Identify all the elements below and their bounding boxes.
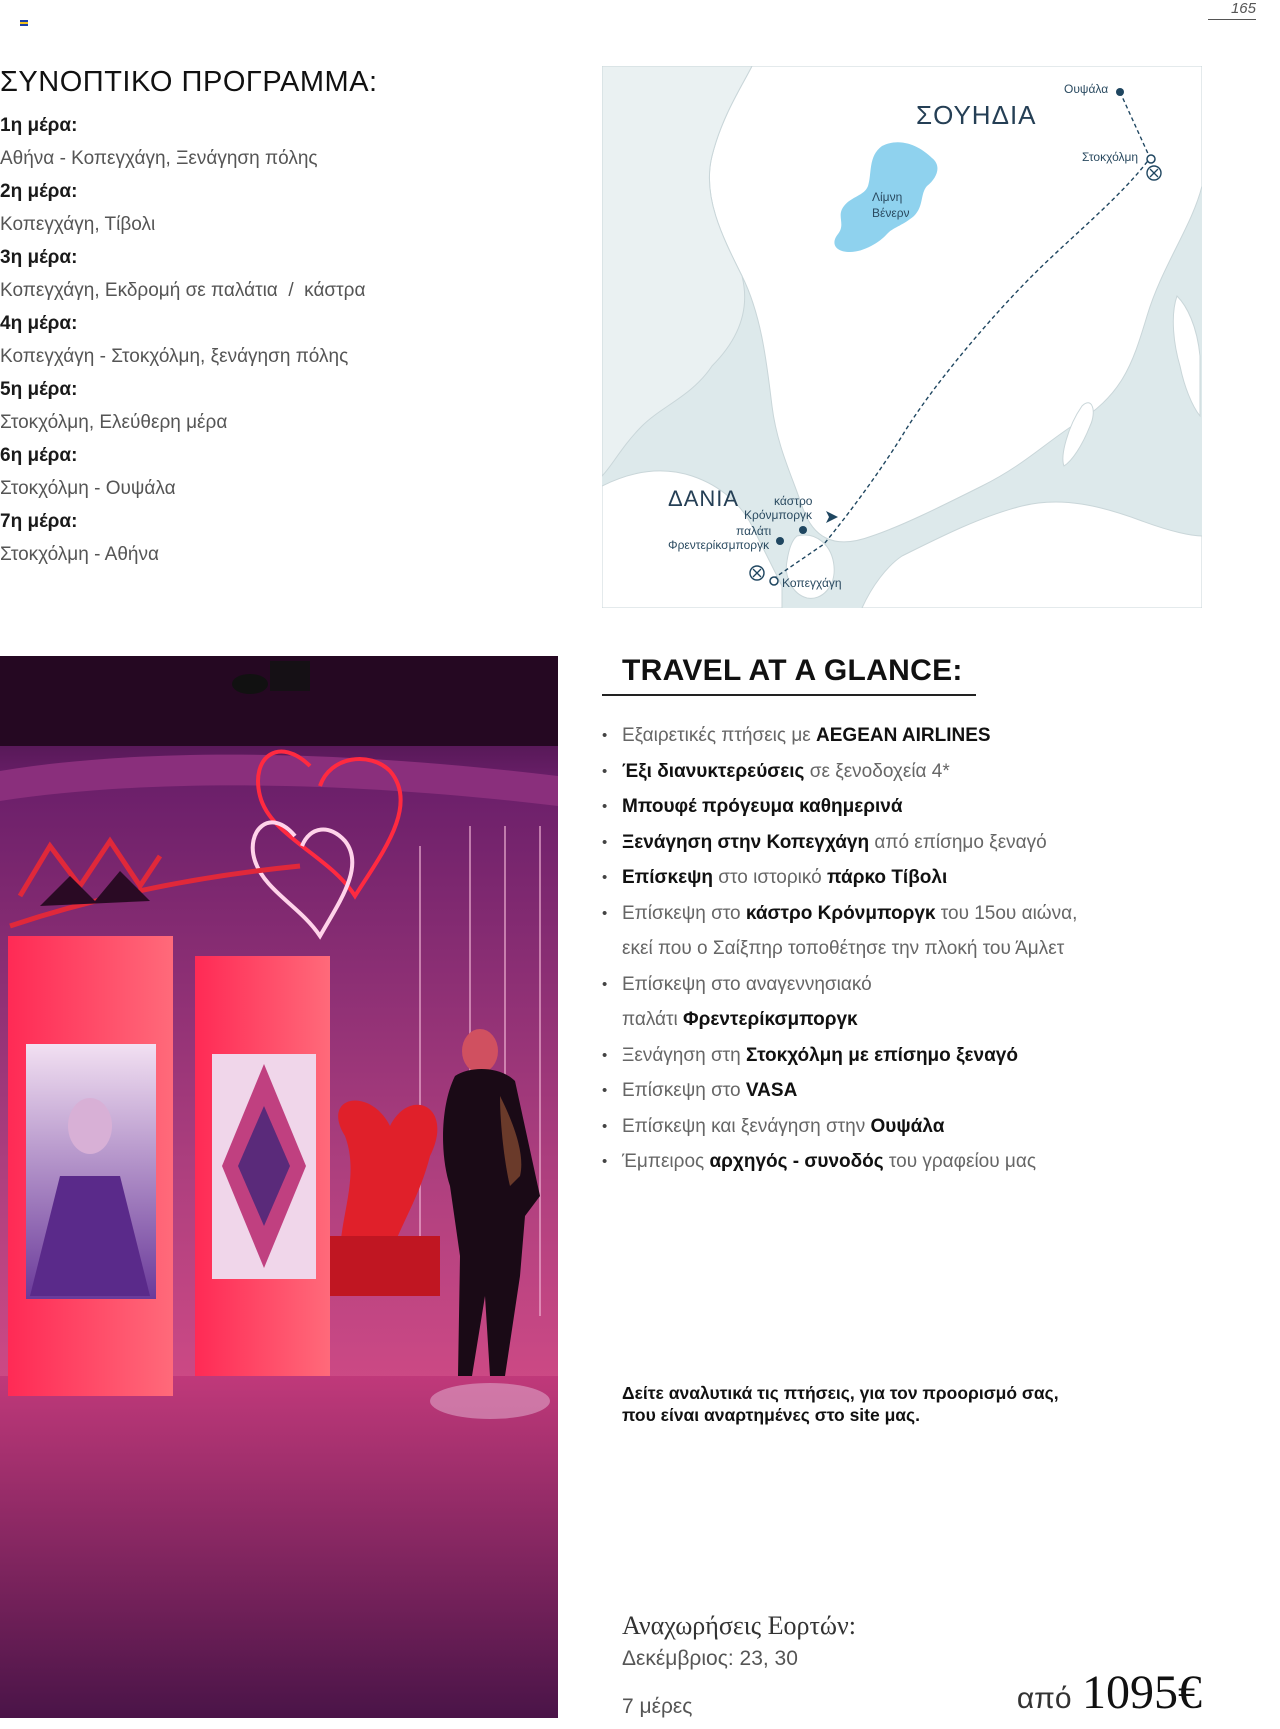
denmark-label: ΔΑΝΙΑ [668,486,740,511]
day-label: 3η μέρα: [0,247,78,268]
map-drawing [602,66,1202,608]
castle-label: κάστρο [774,494,813,508]
list-item [602,789,1242,825]
list-item-continuation [602,1002,1242,1038]
item-bold-text: Φρεντερίκσμποργκ [683,1009,858,1030]
glance-title: TRAVEL AT A GLANCE: [602,654,976,696]
uppsala-marker [1116,88,1124,96]
day-description: Στοκχόλμη, Ελεύθερη μέρα [0,412,228,433]
day-label: 7η μέρα: [0,511,78,532]
uppsala-label: Ουψάλα [1064,82,1109,96]
list-item [602,1144,1242,1180]
list-item [602,825,1242,861]
castle-label: Κρόνμποργκ [744,508,813,522]
day-description: Στοκχόλμη - Ουψάλα [0,478,176,499]
item-text: εκεί που ο Σαίξπηρ τοποθέτησε την πλοκή του Άμλετ [622,938,1065,959]
price [1017,1668,1202,1729]
lake-label: Βένερν [872,206,910,220]
trip-duration: 7 μέρες [622,1695,693,1718]
route-map [602,66,1202,608]
item-bold-text: AEGEAN AIRLINES [816,725,991,746]
day-description: Αθήνα - Κοπεγχάγη, Ξενάγηση πόλης [0,148,318,169]
flag-icon [20,20,28,26]
list-item [602,1073,1242,1109]
item-bold-text: Επίσκεψη [622,867,714,888]
day-label: 6η μέρα: [0,445,78,466]
item-text: Ξενάγηση στη [622,1044,747,1066]
list-item-continuation [602,931,1242,967]
flights-note [622,1382,1142,1426]
stockholm-label: Στοκχόλμη [1082,150,1139,164]
list-item [602,967,1242,1003]
item-bold-text: Έξι διανυκτερεύσεις [622,760,805,782]
day-label: 4η μέρα: [0,313,78,334]
list-item [602,860,1242,896]
palace-label: παλάτι [736,524,772,538]
day-description: Κοπεγχάγη - Στοκχόλμη, ξενάγηση πόλης [0,346,349,367]
glance-list [602,718,1242,1180]
item-text: από επίσημο ξεναγό [869,831,1047,853]
sweden-label: ΣΟΥΗΔΙΑ [916,100,1037,130]
day-label: 5η μέρα: [0,379,78,400]
list-item [602,1109,1242,1145]
item-bold-text: Μπουφέ πρόγευμα καθημερινά [622,796,903,817]
itinerary [0,66,580,571]
list-item [602,754,1242,790]
stockholm-marker [1147,155,1155,163]
item-bold-text: αρχηγός - συνοδός [709,1151,884,1172]
item-text: Έμπειρος [622,1151,710,1172]
itinerary-title: ΣΥΝΟΠΤΙΚΟ ΠΡΟΓΡΑΜΜΑ: [0,66,378,98]
palace-marker [776,537,784,545]
list-item [602,896,1242,932]
tivoli-photo [0,656,558,1718]
palace-label: Φρεντερίκσμποργκ [668,538,770,552]
price-prefix: από [1016,1682,1072,1715]
travel-at-a-glance [602,654,1242,1180]
item-text: Εξαιρετικές πτήσεις με [622,725,817,746]
day-description: Κοπεγχάγη, Τίβολι [0,214,156,235]
item-text: Επίσκεψη στο [622,1080,746,1101]
item-text: σε ξενοδοχεία 4* [804,760,950,782]
departures-title: Αναχωρήσεις Εορτών: [622,1611,856,1640]
item-bold-text: κάστρο Κρόνμποργκ [745,902,936,924]
item-text: Επίσκεψη και ξενάγηση στην [622,1115,871,1137]
flights-note-line: Δείτε αναλυτικά τις πτήσεις, για τον προορισμό σας, [622,1383,1059,1403]
item-text: του 15ου αιώνα, [935,902,1078,924]
item-text: του γραφείου μας [883,1151,1037,1172]
item-text: παλάτι [622,1009,684,1030]
list-item [602,718,1242,754]
item-bold-text: Στοκχόλμη με επίσημο ξεναγό [746,1044,1018,1066]
castle-marker [799,526,807,534]
item-bold-text: VASA [745,1080,798,1101]
day-description: Κοπεγχάγη, Εκδρομή σε παλάτια / κάστρα [0,280,366,301]
day-label: 2η μέρα: [0,181,78,202]
item-text: Επίσκεψη στο [622,902,746,924]
photo-illustration [0,656,558,1718]
item-text: Επίσκεψη στο αναγεννησιακό [622,973,872,995]
departure-dates: Δεκέμβριος: 23, 30 [622,1647,798,1670]
item-bold-text: Ξενάγηση στην Κοπεγχάγη [622,831,870,853]
day-label: 1η μέρα: [0,115,78,136]
page-number: 165 [1208,0,1256,20]
flights-note-line: που είναι αναρτημένες στο site μας. [622,1405,921,1425]
item-bold-text: πάρκο Τίβολι [827,867,948,888]
copenhagen-marker [770,577,778,585]
price-amount: 1095€ [1082,1666,1202,1719]
lake-label: Λίμνη [872,190,903,204]
list-item [602,1038,1242,1074]
item-bold-text: Ουψάλα [870,1115,945,1137]
day-description: Στοκχόλμη - Αθήνα [0,544,159,565]
copenhagen-label: Κοπεγχάγη [782,576,842,590]
item-text: στο ιστορικό [713,867,828,888]
